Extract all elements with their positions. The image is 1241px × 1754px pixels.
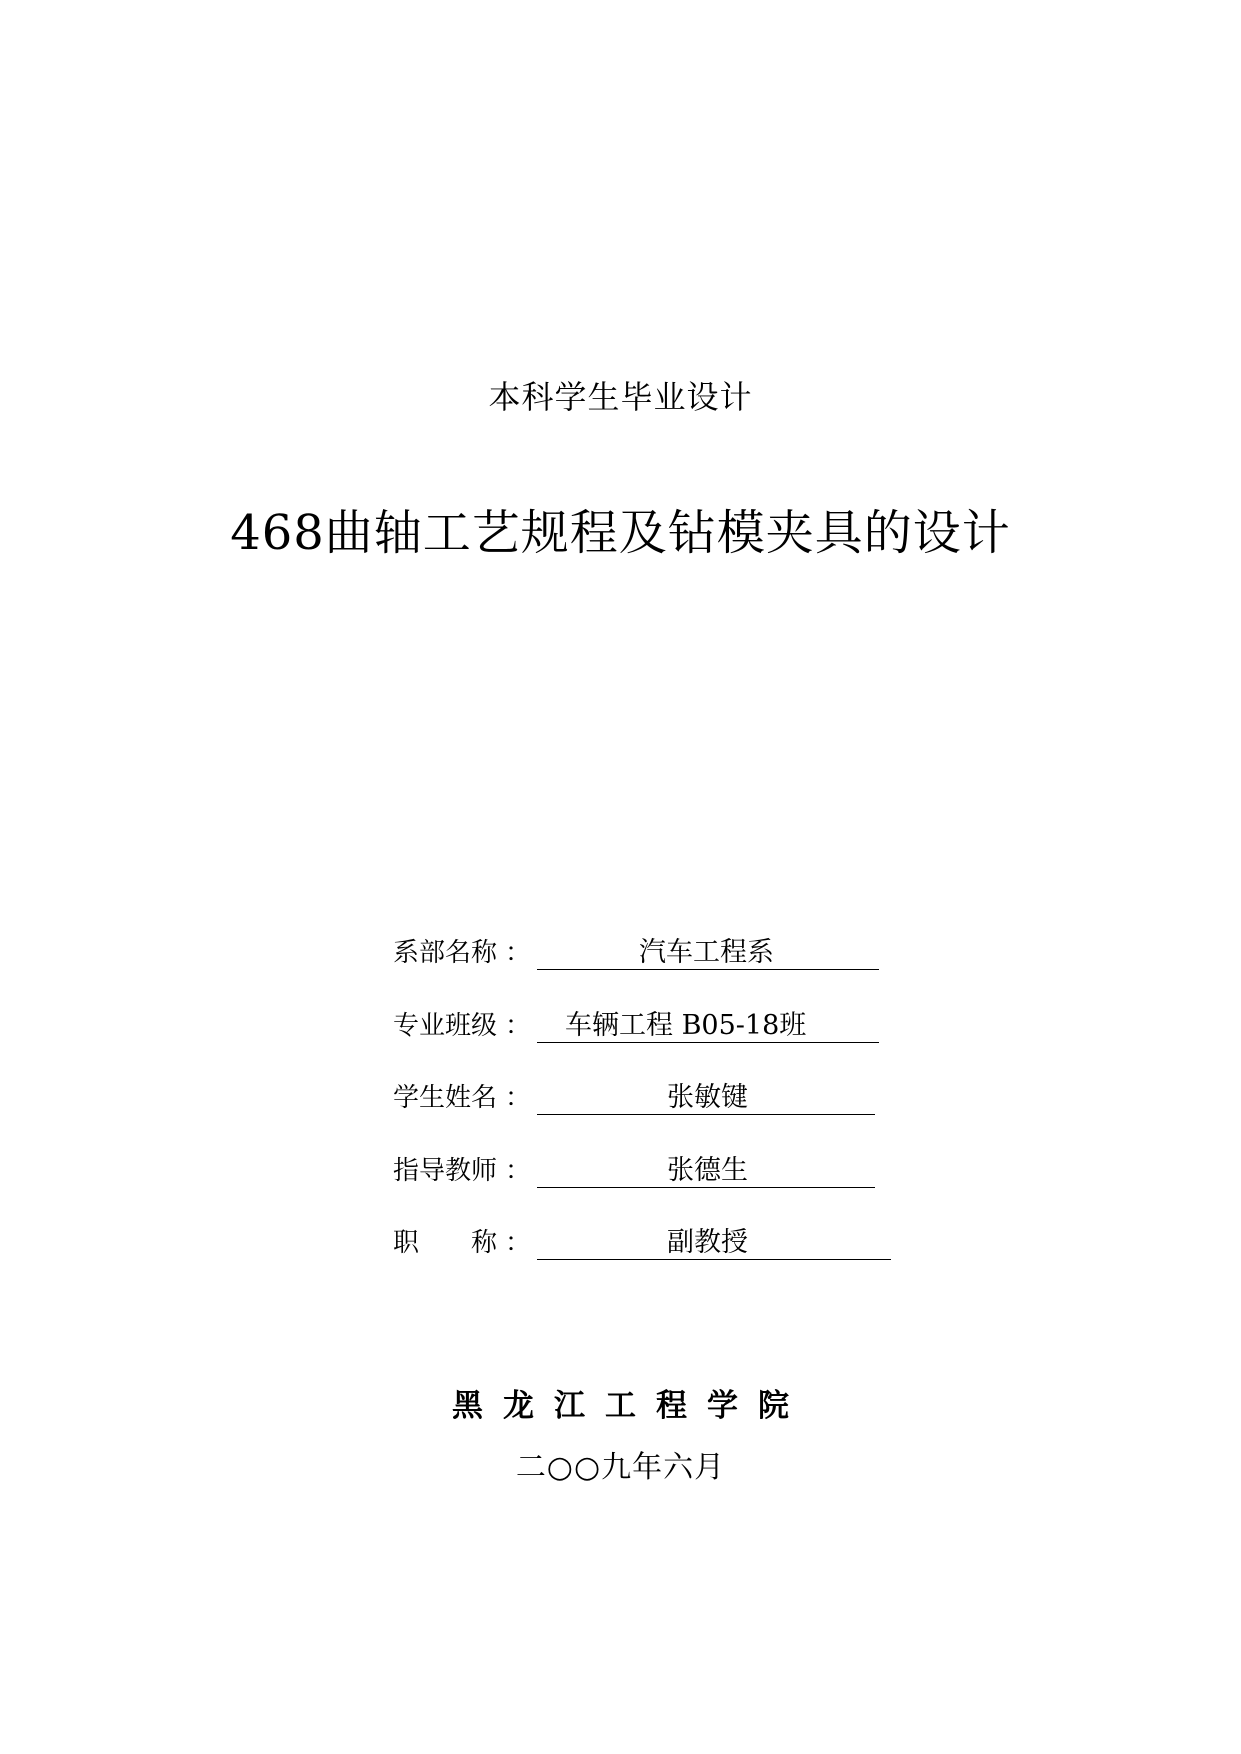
school-name: 黑龙江工程学院 <box>452 1388 809 1424</box>
info-colon: ： <box>505 1228 532 1258</box>
cover-title: 468曲轴工艺规程及钻模夹具的设计 <box>230 505 1011 561</box>
info-value-department: 汽车工程系 <box>639 937 774 968</box>
cover-date: 二○○九年六月 <box>515 1450 726 1485</box>
cover-subtitle: 本科学生毕业设计 <box>488 378 753 416</box>
info-label-student: 学生姓名 <box>393 1083 498 1113</box>
info-value-advisor: 张德生 <box>667 1155 748 1186</box>
info-label-class: 专业班级 <box>393 1011 498 1041</box>
info-colon: ： <box>505 1011 532 1041</box>
info-label-title: 职 称 <box>393 1228 498 1258</box>
info-colon: ： <box>505 938 532 968</box>
info-value-student: 张敏键 <box>667 1082 748 1113</box>
info-value-class: 车辆工程 B05-18班 <box>565 1010 807 1041</box>
info-colon: ： <box>505 1156 532 1186</box>
info-label-advisor: 指导教师 <box>393 1156 498 1186</box>
info-colon: ： <box>505 1083 532 1113</box>
info-label-department: 系部名称 <box>393 938 498 968</box>
info-value-title: 副教授 <box>667 1227 748 1258</box>
